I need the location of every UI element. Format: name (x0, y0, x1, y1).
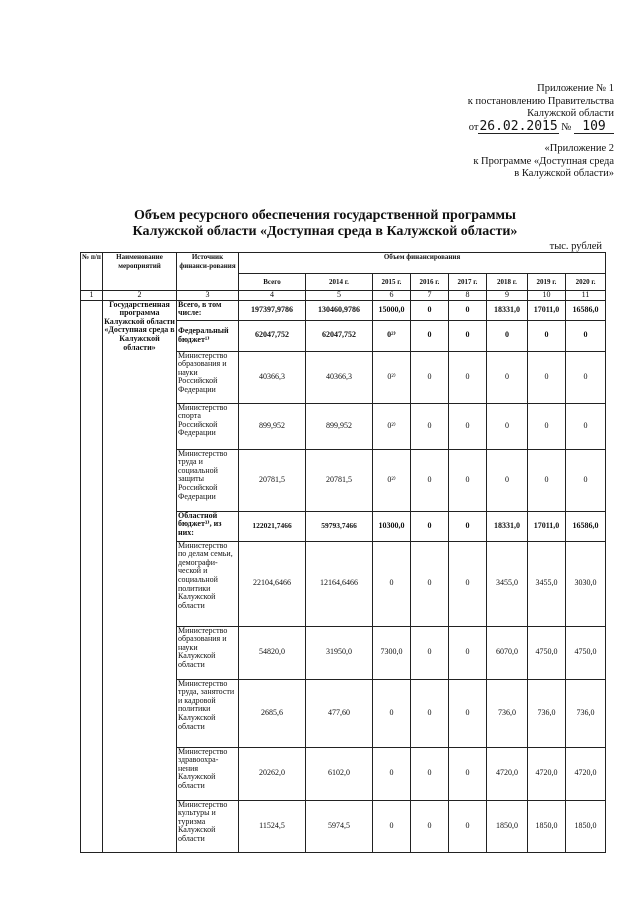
value-cell: 0 (449, 800, 487, 852)
appendix-number: Приложение № 1 (537, 83, 614, 94)
value-cell: 59793,7466 (306, 511, 373, 541)
col-number: 6 (373, 291, 411, 301)
value-cell: 0 (373, 679, 411, 747)
value-cell: 0 (566, 351, 606, 403)
value-cell: 62047,752 (306, 320, 373, 351)
program-name: Государственная программа Калужской области «Доступная среда в Калужской области» (103, 300, 177, 852)
col-header-name: Наименование мероприятий (103, 253, 177, 291)
value-cell: 0 (411, 800, 449, 852)
value-cell: 4720,0 (566, 747, 606, 800)
value-cell: 6102,0 (306, 747, 373, 800)
table-row (81, 300, 606, 320)
value-cell: 197397,9786 (239, 300, 306, 320)
value-cell: 3030,0 (566, 541, 606, 626)
value-cell: 130460,9786 (306, 300, 373, 320)
funding-table (80, 252, 606, 853)
value-cell: 40366,3 (306, 351, 373, 403)
source-cell: Министерство культуры и туризма Калужской области (177, 800, 239, 852)
decree-date: 26.02.2015 (479, 118, 558, 134)
decree-reference: к постановлению Правительства (467, 95, 614, 107)
col-number: 3 (177, 291, 239, 301)
value-cell: 0 (411, 403, 449, 449)
year-header: 2015 г. (373, 274, 411, 291)
value-cell: 0 (449, 626, 487, 679)
value-cell: 0 (528, 403, 566, 449)
value-cell: 0 (487, 449, 528, 511)
value-cell: 0 (411, 679, 449, 747)
year-header: 2020 г. (566, 274, 606, 291)
appendix-2-label: «Приложение 2 (544, 143, 614, 154)
value-cell: 5974,5 (306, 800, 373, 852)
value-cell: 1850,0 (566, 800, 606, 852)
unit-label: тыс. рублей (549, 241, 602, 252)
program-appendix-header (473, 143, 614, 181)
value-cell: 0 (411, 449, 449, 511)
col-header-source: Источник финанси-рования (177, 253, 239, 291)
value-cell: 0 (449, 351, 487, 403)
value-cell: 0²⁾ (373, 403, 411, 449)
value-cell: 0 (411, 351, 449, 403)
col-number: 11 (566, 291, 606, 301)
value-cell: 4750,0 (566, 626, 606, 679)
value-cell: 62047,752 (239, 320, 306, 351)
decree-number: 109 (574, 121, 614, 135)
value-cell: 0 (411, 300, 449, 320)
value-cell: 3455,0 (487, 541, 528, 626)
value-cell: 1850,0 (528, 800, 566, 852)
column-number-row (81, 291, 606, 301)
decree-header (468, 83, 614, 134)
value-cell: 20262,0 (239, 747, 306, 800)
value-cell: 0 (449, 320, 487, 351)
source-cell: Министерство образования и науки Российской Федерации (177, 351, 239, 403)
program-reference: к Программе «Доступная среда (473, 155, 614, 167)
decree-date-line (468, 118, 614, 135)
col-number: 4 (239, 291, 306, 301)
value-cell: 0 (566, 449, 606, 511)
value-cell: 6070,0 (487, 626, 528, 679)
title-line-1: Объем ресурсного обеспечения государственной программы (134, 208, 516, 223)
col-number: 7 (411, 291, 449, 301)
value-cell: 40366,3 (239, 351, 306, 403)
source-cell: Министерство спорта Российской Федерации (177, 403, 239, 449)
value-cell: 17011,0 (528, 300, 566, 320)
year-header: Всего (239, 274, 306, 291)
source-cell: Министерство по делам семьи, демографи-ческой и социальной политики Калужской области (177, 541, 239, 626)
year-header: 2019 г. (528, 274, 566, 291)
value-cell: 7300,0 (373, 626, 411, 679)
value-cell: 0 (373, 747, 411, 800)
col-number: 2 (103, 291, 177, 301)
value-cell: 0 (373, 800, 411, 852)
value-cell: 0 (487, 403, 528, 449)
year-header: 2016 г. (411, 274, 449, 291)
value-cell: 0 (411, 747, 449, 800)
value-cell: 18331,0 (487, 511, 528, 541)
value-cell: 0 (487, 320, 528, 351)
value-cell: 0 (449, 403, 487, 449)
value-cell: 477,60 (306, 679, 373, 747)
value-cell: 17011,0 (528, 511, 566, 541)
year-header: 2018 г. (487, 274, 528, 291)
value-cell: 122021,7466 (239, 511, 306, 541)
source-cell: Федеральный бюджет¹⁾ (177, 320, 239, 351)
value-cell: 0 (528, 351, 566, 403)
title-line-2: Калужской области «Доступная среда в Калужской области» (132, 224, 518, 239)
value-cell: 0 (528, 320, 566, 351)
value-cell: 54820,0 (239, 626, 306, 679)
value-cell: 4720,0 (528, 747, 566, 800)
value-cell: 736,0 (566, 679, 606, 747)
value-cell: 0²⁾ (373, 449, 411, 511)
value-cell: 0 (449, 449, 487, 511)
source-cell: Министерство здравоохра-нения Калужской области (177, 747, 239, 800)
value-cell: 16586,0 (566, 511, 606, 541)
value-cell: 10300,0 (373, 511, 411, 541)
source-cell: Областной бюджет³⁾, из них: (177, 511, 239, 541)
value-cell: 0²⁾ (373, 320, 411, 351)
table-header-row (81, 253, 606, 274)
value-cell: 3455,0 (528, 541, 566, 626)
col-number: 1 (81, 291, 103, 301)
col-number: 5 (306, 291, 373, 301)
number-prefix: № (561, 121, 572, 133)
value-cell: 0 (411, 320, 449, 351)
document-title (80, 208, 570, 240)
value-cell: 0 (449, 541, 487, 626)
value-cell: 0 (373, 541, 411, 626)
value-cell: 0 (449, 747, 487, 800)
value-cell: 0 (449, 679, 487, 747)
source-cell: Министерство образования и науки Калужской области (177, 626, 239, 679)
value-cell: 16586,0 (566, 300, 606, 320)
value-cell: 2685,6 (239, 679, 306, 747)
value-cell: 899,952 (239, 403, 306, 449)
source-cell: Министерство труда и социальной защиты Российской Федерации (177, 449, 239, 511)
program-region: в Калужской области» (514, 168, 614, 179)
value-cell: 1850,0 (487, 800, 528, 852)
value-cell: 899,952 (306, 403, 373, 449)
date-prefix: от (468, 121, 479, 133)
col-number: 10 (528, 291, 566, 301)
value-cell: 15000,0 (373, 300, 411, 320)
value-cell: 20781,5 (239, 449, 306, 511)
value-cell: 0 (411, 511, 449, 541)
value-cell: 0 (449, 511, 487, 541)
value-cell: 4750,0 (528, 626, 566, 679)
col-header-volume: Объем финансирования (239, 253, 606, 274)
decree-region: Калужской области (527, 108, 614, 119)
value-cell: 736,0 (528, 679, 566, 747)
value-cell: 736,0 (487, 679, 528, 747)
value-cell: 0 (411, 626, 449, 679)
value-cell: 4720,0 (487, 747, 528, 800)
value-cell: 0²⁾ (373, 351, 411, 403)
value-cell: 0 (566, 320, 606, 351)
year-header: 2017 г. (449, 274, 487, 291)
value-cell: 22104,6466 (239, 541, 306, 626)
value-cell: 11524,5 (239, 800, 306, 852)
col-header-no: № п/п (81, 253, 103, 291)
col-number: 8 (449, 291, 487, 301)
value-cell: 20781,5 (306, 449, 373, 511)
row-number-cell (81, 300, 103, 852)
value-cell: 12164,6466 (306, 541, 373, 626)
value-cell: 0 (411, 541, 449, 626)
value-cell: 0 (487, 351, 528, 403)
value-cell: 18331,0 (487, 300, 528, 320)
value-cell: 31950,0 (306, 626, 373, 679)
source-cell: Всего, в том числе: (177, 300, 239, 320)
value-cell: 0 (528, 449, 566, 511)
col-number: 9 (487, 291, 528, 301)
value-cell: 0 (449, 300, 487, 320)
source-cell: Министерство труда, занятости и кадровой политики Калужской области (177, 679, 239, 747)
value-cell: 0 (566, 403, 606, 449)
year-header: 2014 г. (306, 274, 373, 291)
